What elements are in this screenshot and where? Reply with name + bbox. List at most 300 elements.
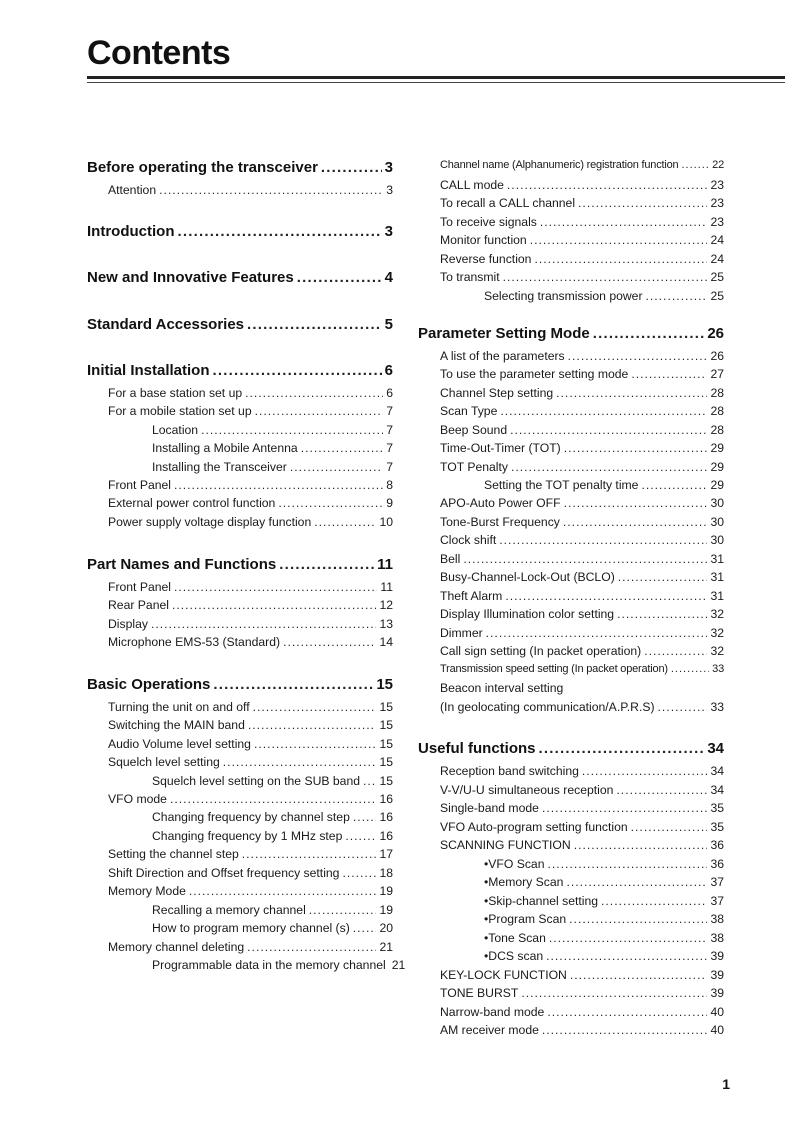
toc-entry-label: To receive signals (440, 214, 537, 229)
toc-leader-dots (254, 737, 376, 751)
toc-entry-page: 29 (710, 459, 724, 474)
toc-entry[interactable] (440, 460, 724, 474)
toc-entry[interactable] (108, 866, 393, 880)
toc-leader-dots (309, 903, 377, 917)
toc-entry-label: Beep Sound (440, 422, 508, 437)
toc-entry-page: 30 (710, 495, 724, 510)
toc-leader-dots (245, 386, 383, 400)
toc-entry[interactable] (108, 940, 393, 954)
toc-entry[interactable] (484, 289, 724, 303)
toc-leader-dots (601, 894, 707, 908)
toc-entry[interactable] (440, 404, 724, 418)
toc-entry-page: 36 (710, 856, 724, 871)
toc-leader-dots (253, 700, 377, 714)
toc-entry-label: TOT Penalty (440, 459, 508, 474)
toc-entry[interactable] (440, 515, 724, 529)
toc-entry-page: 34 (710, 763, 724, 778)
toc-entry[interactable] (440, 215, 724, 229)
toc-entry-page: 24 (710, 232, 724, 247)
toc-entry-page: 25 (710, 269, 724, 284)
toc-leader-dots (542, 1023, 708, 1037)
toc-entry[interactable] (440, 159, 724, 171)
toc-entry[interactable] (418, 740, 724, 757)
toc-entry-label: Part Names and Functions (87, 556, 277, 573)
toc-entry[interactable] (440, 496, 724, 510)
toc-entry[interactable] (440, 1023, 724, 1037)
toc-entry[interactable] (87, 159, 393, 176)
toc-leader-dots (247, 316, 382, 333)
toc-entry-label: Transmission speed setting (In packet operation) (440, 662, 668, 675)
toc-entry-page: 15 (379, 699, 393, 714)
toc-entry-label: Single-band mode (440, 800, 539, 815)
toc-entry[interactable] (418, 325, 724, 342)
toc-entry[interactable] (87, 316, 393, 333)
toc-leader-dots (521, 986, 707, 1000)
toc-entry[interactable] (440, 764, 724, 778)
toc-entry-label: To use the parameter setting mode (440, 366, 629, 381)
toc-entry[interactable] (440, 441, 724, 455)
toc-leader-dots (242, 847, 377, 861)
toc-entry-label: Memory Mode (108, 883, 186, 898)
toc-entry-label: Recalling a memory channel (152, 902, 306, 917)
toc-entry-label: •Program Scan (484, 911, 567, 926)
toc-entry-label: Selecting transmission power (484, 288, 643, 303)
toc-leader-dots (549, 931, 708, 945)
toc-entry-label: Channel Step setting (440, 385, 554, 400)
toc-entry-page: 26 (710, 348, 724, 363)
toc-entry-label: •Skip-channel setting (484, 893, 599, 908)
toc-entry-page: 19 (379, 902, 393, 917)
toc-entry-page: 19 (379, 883, 393, 898)
toc-entry[interactable] (440, 626, 724, 640)
toc-entry[interactable] (108, 635, 393, 649)
toc-entry-label: VFO mode (108, 791, 167, 806)
toc-leader-dots (463, 552, 707, 566)
toc-entry-label: Microphone EMS-53 (Standard) (108, 634, 281, 649)
toc-entry-label: Switching the MAIN band (108, 717, 245, 732)
toc-entry-label: Theft Alarm (440, 588, 503, 603)
toc-leader-dots (681, 159, 709, 171)
toc-entry-label: External power control function (108, 495, 276, 510)
toc-entry[interactable] (152, 829, 393, 843)
toc-entry[interactable] (440, 178, 724, 192)
toc-entry-page: 31 (710, 551, 724, 566)
toc-entry-page: 15 (379, 736, 393, 751)
toc-entry-page: 28 (710, 403, 724, 418)
toc-entry-label: •DCS scan (484, 948, 544, 963)
toc-entry-label: TONE BURST (440, 985, 519, 1000)
toc-leader-dots (342, 866, 376, 880)
toc-leader-dots (170, 792, 377, 806)
toc-entry-page: 6 (386, 385, 393, 400)
toc-entry[interactable] (440, 783, 724, 797)
toc-leader-dots (563, 515, 708, 529)
toc-entry-label: How to program memory channel (s) (152, 920, 350, 935)
toc-leader-dots (213, 362, 382, 379)
toc-entry-label: Parameter Setting Mode (418, 325, 590, 342)
toc-entry-label: Changing frequency by channel step (152, 809, 350, 824)
toc-entry-label: SCANNING FUNCTION (440, 837, 571, 852)
toc-entry-page: 28 (710, 385, 724, 400)
toc-leader-dots (568, 349, 708, 363)
toc-entry-page: 35 (710, 819, 724, 834)
toc-leader-dots (570, 968, 708, 982)
toc-entry[interactable] (108, 183, 393, 197)
toc-entry[interactable] (108, 755, 393, 769)
toc-entry-page: 15 (379, 773, 393, 788)
toc-entry-page: 15 (376, 676, 393, 693)
toc-entry[interactable] (152, 774, 393, 788)
toc-leader-dots (174, 478, 383, 492)
toc-leader-dots (301, 441, 384, 455)
toc-entry-page: 27 (710, 366, 724, 381)
toc-leader-dots (353, 921, 377, 935)
toc-entry[interactable] (440, 838, 724, 852)
toc-entry-label: Basic Operations (87, 676, 211, 693)
toc-entry-page: 23 (710, 177, 724, 192)
toc-entry[interactable] (87, 362, 393, 379)
toc-entry-page: 7 (386, 440, 393, 455)
toc-leader-dots (542, 801, 708, 815)
toc-entry[interactable] (440, 700, 724, 714)
toc-entry-page: 33 (710, 699, 724, 714)
toc-entry-label: CALL mode (440, 177, 504, 192)
toc-entry-page: 40 (710, 1022, 724, 1037)
toc-entry-label: Rear Panel (108, 597, 169, 612)
toc-entry-label: Initial Installation (87, 362, 210, 379)
toc-entry-label: Display Illumination color setting (440, 606, 615, 621)
toc-leader-dots (486, 626, 708, 640)
toc-entry-page: 3 (384, 223, 393, 240)
toc-entry-label: A list of the parameters (440, 348, 565, 363)
toc-entry-label: Audio Volume level setting (108, 736, 251, 751)
page-number: 1 (722, 1076, 730, 1092)
toc-entry-label: Scan Type (440, 403, 498, 418)
toc-entry[interactable] (484, 875, 724, 889)
toc-leader-dots (530, 233, 708, 247)
toc-entry-page: 38 (710, 930, 724, 945)
toc-entry[interactable] (440, 386, 724, 400)
toc-entry-label: Power supply voltage display function (108, 514, 312, 529)
toc-entry-label: Squelch level setting (108, 754, 220, 769)
toc-entry[interactable] (440, 663, 724, 675)
toc-entry[interactable] (87, 223, 393, 240)
toc-entry-page: 3 (384, 159, 393, 176)
toc-entry-label: Monitor function (440, 232, 527, 247)
toc-entry-page: 12 (379, 597, 393, 612)
toc-entry[interactable] (440, 968, 724, 982)
toc-leader-dots (189, 884, 377, 898)
toc-entry[interactable] (440, 252, 724, 266)
toc-entry-page: 23 (710, 214, 724, 229)
toc-leader-dots (569, 912, 707, 926)
toc-entry-page: 17 (379, 846, 393, 861)
toc-entry-page: 15 (379, 754, 393, 769)
toc-entry-page: 13 (379, 616, 393, 631)
toc-entry-page: 16 (379, 791, 393, 806)
toc-entry-page: 11 (377, 556, 393, 573)
toc-entry-label: Setting the TOT penalty time (484, 477, 639, 492)
toc-entry[interactable] (440, 552, 724, 566)
toc-entry-page: 36 (710, 837, 724, 852)
toc-entry[interactable] (108, 884, 393, 898)
toc-entry-label: Useful functions (418, 740, 536, 757)
toc-entry-label: (In geolocating communication/A.P.R.S) (440, 699, 655, 714)
toc-entry-label: •Memory Scan (484, 874, 564, 889)
toc-entry[interactable] (152, 957, 406, 972)
toc-entry-label: Front Panel (108, 579, 172, 594)
toc-entry[interactable] (440, 681, 724, 695)
toc-leader-dots (546, 949, 707, 963)
toc-entry[interactable] (152, 460, 393, 474)
toc-entry[interactable] (440, 533, 724, 547)
toc-entry-page: 24 (710, 251, 724, 266)
toc-entry-label: Shift Direction and Offset frequency setting (108, 865, 340, 880)
toc-entry-page: 25 (710, 288, 724, 303)
toc-entry-label: Beacon interval setting (440, 680, 564, 695)
toc-entry-label: V-V/U-U simultaneous reception (440, 782, 614, 797)
toc-entry[interactable] (87, 676, 393, 693)
toc-leader-dots (617, 607, 707, 621)
toc-entry[interactable] (87, 269, 393, 286)
toc-entry-label: To recall a CALL channel (440, 195, 576, 210)
toc-entry[interactable] (440, 270, 724, 284)
toc-entry[interactable] (484, 478, 724, 492)
toc-leader-dots (279, 556, 374, 573)
toc-entry-label: Front Panel (108, 477, 172, 492)
toc-entry[interactable] (440, 801, 724, 815)
toc-entry-label: Call sign setting (In packet operation) (440, 643, 642, 658)
toc-leader-dots (539, 740, 705, 757)
toc-leader-dots (618, 570, 708, 584)
toc-entry-page: 35 (710, 800, 724, 815)
toc-entry[interactable] (108, 847, 393, 861)
toc-entry[interactable] (87, 556, 393, 573)
toc-entry-label: Turning the unit on and off (108, 699, 250, 714)
toc-entry[interactable] (108, 737, 393, 751)
toc-entry-page: 7 (386, 422, 393, 437)
toc-entry[interactable] (484, 894, 724, 908)
toc-leader-dots (201, 423, 383, 437)
toc-entry-page: 23 (710, 195, 724, 210)
toc-entry-page: 30 (710, 514, 724, 529)
toc-leader-dots (556, 386, 707, 400)
toc-entry-page: 38 (710, 911, 724, 926)
toc-leader-dots (255, 404, 384, 418)
toc-entry-page: 21 (391, 957, 406, 972)
toc-leader-dots (671, 663, 709, 675)
toc-entry-label: APO-Auto Power OFF (440, 495, 561, 510)
toc-leader-dots (278, 496, 383, 510)
toc-entry-label: To transmit (440, 269, 500, 284)
toc-leader-dots (507, 178, 708, 192)
toc-leader-dots (174, 580, 377, 594)
page-title: Contents (87, 34, 231, 72)
toc-entry-page: 39 (710, 967, 724, 982)
toc-leader-dots (574, 838, 708, 852)
toc-entry[interactable] (152, 441, 393, 455)
toc-entry-label: Busy-Channel-Lock-Out (BCLO) (440, 569, 615, 584)
toc-entry[interactable] (108, 718, 393, 732)
toc-entry[interactable] (152, 810, 393, 824)
toc-leader-dots (290, 460, 383, 474)
toc-entry-label: For a mobile station set up (108, 403, 252, 418)
toc-entry[interactable] (440, 570, 724, 584)
toc-entry-label: Channel name (Alphanumeric) registration function (440, 158, 679, 171)
toc-entry[interactable] (108, 478, 393, 492)
toc-entry-page: 28 (710, 422, 724, 437)
toc-right-column (418, 0, 724, 1122)
toc-leader-dots (159, 183, 383, 197)
toc-entry-page: 26 (707, 325, 724, 342)
toc-leader-dots (321, 159, 382, 176)
toc-entry-label: Dimmer (440, 625, 483, 640)
toc-leader-dots (593, 325, 705, 342)
toc-entry-page: 31 (710, 588, 724, 603)
toc-entry-label: KEY-LOCK FUNCTION (440, 967, 567, 982)
toc-entry-label: Reverse function (440, 251, 532, 266)
toc-entry-page: 21 (379, 939, 393, 954)
toc-leader-dots (213, 676, 373, 693)
toc-entry[interactable] (108, 598, 393, 612)
toc-leader-dots (564, 496, 708, 510)
toc-leader-dots (353, 810, 377, 824)
toc-entry-page: 15 (379, 717, 393, 732)
toc-leader-dots (646, 289, 708, 303)
toc-entry-page: 39 (710, 985, 724, 1000)
toc-entry-page: 32 (710, 625, 724, 640)
toc-leader-dots (247, 940, 376, 954)
toc-leader-dots (503, 270, 708, 284)
toc-entry-page: 16 (379, 828, 393, 843)
toc-entry[interactable] (440, 607, 724, 621)
toc-entry[interactable] (440, 349, 724, 363)
toc-entry-label: Squelch level setting on the SUB band (152, 773, 361, 788)
toc-entry[interactable] (108, 580, 393, 594)
toc-entry[interactable] (108, 792, 393, 806)
toc-entry-page: 32 (710, 606, 724, 621)
toc-leader-dots (566, 875, 707, 889)
toc-leader-dots (283, 635, 376, 649)
toc-entry[interactable] (440, 986, 724, 1000)
toc-entry[interactable] (108, 386, 393, 400)
toc-leader-dots (510, 423, 707, 437)
toc-left-column (87, 0, 406, 1122)
toc-entry-page: 34 (710, 782, 724, 797)
toc-entry[interactable] (152, 903, 393, 917)
toc-entry-page: 29 (710, 477, 724, 492)
toc-entry-label: Time-Out-Timer (TOT) (440, 440, 561, 455)
toc-entry-page: 18 (379, 865, 393, 880)
toc-leader-dots (297, 269, 382, 286)
toc-entry-page: 10 (379, 514, 393, 529)
toc-entry[interactable] (108, 617, 393, 631)
toc-entry-label: Location (152, 422, 199, 437)
toc-entry-label: Standard Accessories (87, 316, 245, 333)
toc-leader-dots (547, 1005, 707, 1019)
toc-entry-label: Introduction (87, 223, 175, 240)
toc-entry[interactable] (440, 196, 724, 210)
toc-entry-label: Installing the Transceiver (152, 459, 287, 474)
toc-leader-dots (644, 644, 707, 658)
toc-entry-page: 16 (379, 809, 393, 824)
toc-entry-page: 31 (710, 569, 724, 584)
toc-entry[interactable] (440, 233, 724, 247)
toc-leader-dots (548, 857, 708, 871)
toc-entry[interactable] (440, 367, 724, 381)
toc-entry-page: 30 (710, 532, 724, 547)
toc-entry[interactable] (440, 820, 724, 834)
toc-leader-dots (500, 404, 707, 418)
toc-entry[interactable] (108, 404, 393, 418)
toc-leader-dots (534, 252, 707, 266)
toc-entry[interactable] (484, 931, 724, 945)
toc-leader-dots (582, 764, 708, 778)
toc-entry-page: 34 (707, 740, 724, 757)
toc-entry-page: 11 (380, 579, 393, 594)
toc-leader-dots (505, 589, 707, 603)
toc-entry[interactable] (152, 423, 393, 437)
toc-entry-label: For a base station set up (108, 385, 243, 400)
toc-entry-label: Narrow-band mode (440, 1004, 545, 1019)
toc-entry-label: Display (108, 616, 148, 631)
toc-entry[interactable] (108, 700, 393, 714)
toc-entry[interactable] (484, 912, 724, 926)
toc-entry-page: 5 (384, 316, 393, 333)
toc-entry-label: •Tone Scan (484, 930, 546, 945)
toc-leader-dots (658, 700, 708, 714)
toc-leader-dots (363, 774, 376, 788)
toc-entry[interactable] (440, 423, 724, 437)
toc-entry-page: 8 (386, 477, 393, 492)
toc-leader-dots (151, 617, 376, 631)
toc-leader-dots (631, 367, 707, 381)
toc-entry-page: 4 (384, 269, 393, 286)
toc-entry-page: 7 (386, 459, 393, 474)
toc-entry[interactable] (440, 1005, 724, 1019)
toc-entry[interactable] (152, 921, 393, 935)
toc-entry[interactable] (440, 589, 724, 603)
toc-entry-label: Clock shift (440, 532, 497, 547)
toc-entry-page: 32 (710, 643, 724, 658)
toc-leader-dots (223, 755, 377, 769)
toc-entry-page: 33 (712, 662, 724, 675)
toc-entry[interactable] (108, 515, 393, 529)
toc-entry[interactable] (484, 857, 724, 871)
toc-leader-dots (248, 718, 377, 732)
toc-entry-label: Before operating the transceiver (87, 159, 318, 176)
toc-leader-dots (345, 829, 376, 843)
toc-entry[interactable] (108, 496, 393, 510)
toc-entry-page: 39 (710, 948, 724, 963)
toc-entry[interactable] (484, 949, 724, 963)
toc-entry-label: Memory channel deleting (108, 939, 245, 954)
toc-entry-label: Tone-Burst Frequency (440, 514, 560, 529)
toc-entry-page: 22 (712, 158, 724, 171)
toc-entry-label: Changing frequency by 1 MHz step (152, 828, 343, 843)
toc-leader-dots (631, 820, 708, 834)
toc-leader-dots (641, 478, 707, 492)
toc-leader-dots (177, 223, 381, 240)
toc-entry-page: 6 (384, 362, 393, 379)
toc-leader-dots (616, 783, 707, 797)
toc-entry-page: 29 (710, 440, 724, 455)
toc-entry-label: AM receiver mode (440, 1022, 539, 1037)
toc-entry[interactable] (440, 644, 724, 658)
toc-entry-page: 20 (379, 920, 393, 935)
toc-leader-dots (540, 215, 708, 229)
toc-entry-page: 37 (710, 874, 724, 889)
